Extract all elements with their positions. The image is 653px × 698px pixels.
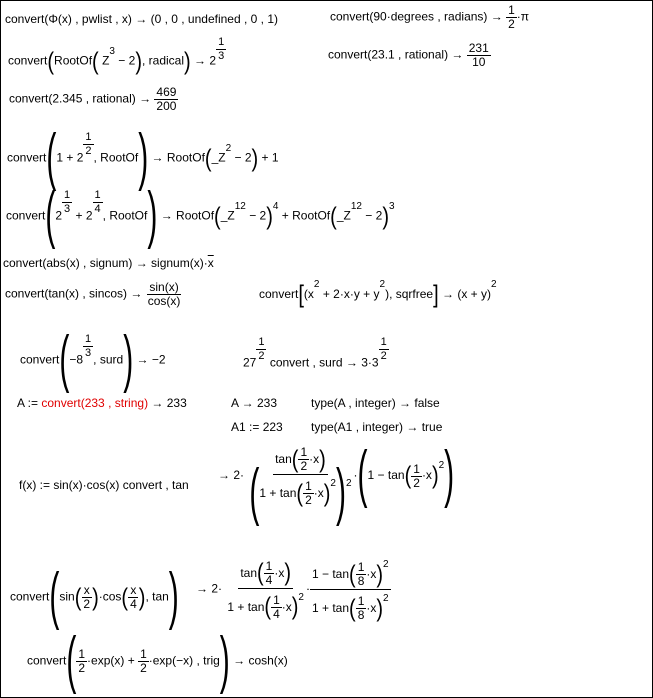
denominator [247,458,353,528]
fraction-exponent [93,189,103,216]
fraction-exponent [62,189,72,216]
fraction [303,480,314,507]
numerator: 1 [85,131,92,143]
denominator: 200 [156,99,177,113]
expr-eval-a [231,396,277,410]
paren: ( [257,559,264,588]
denominator: 2 [83,597,91,611]
expr-convert-rootof-2 [6,180,395,251]
denominator: 2 [413,475,420,490]
expr-text: _Z [220,208,235,223]
numerator: sin(x) [149,280,179,294]
paren: ( [349,595,356,623]
fraction-exponent [216,36,226,63]
paren: ( [204,144,212,173]
paren: ( [47,47,55,76]
denominator: 4 [265,572,273,587]
expr-text: → 2· [196,581,223,596]
expr-convert-rational-1 [328,42,491,69]
expr-text: + 2·x·y + y [319,287,380,302]
expr-text: _Z [211,150,226,165]
expr-text: , RootOf [102,208,148,223]
expr-text: type(A1 , integer) → true [311,420,443,434]
expr-text: → 2· [218,468,245,483]
fraction-large [310,556,391,623]
fraction [411,463,422,490]
fraction [138,648,149,675]
paren: ( [404,462,412,490]
exponent: 2 [491,279,497,291]
numerator: x [130,583,137,597]
expr-convert-sqrfree [259,279,497,309]
expr-text: ·x [309,452,320,466]
expr-text: ·x [366,601,377,615]
fraction [146,281,183,308]
expr-text: f(x) := sin(x)·cos(x) [19,478,120,492]
numerator: 1 [357,560,365,575]
expr-text: 1 + tan [259,486,297,500]
paren: ) [138,122,149,193]
expr-text: · [353,468,358,483]
expr-text: convert [7,150,47,165]
numerator: 1 [305,479,312,494]
fraction-large [247,444,353,528]
expr-text: convert , tan [122,478,189,492]
paren: ) [168,561,179,632]
numerator: 1 [357,594,365,609]
expr-text: → (x + y) [442,287,492,302]
paren: ( [264,593,272,622]
expr-text: (x [303,287,314,302]
expr-text: ·x [313,486,324,500]
expr-text: + 1 [261,150,279,165]
exponent: 2 [313,279,320,291]
numerator: 1 [218,36,225,48]
expr-text: ·x [421,468,432,483]
numerator: 1 [64,189,71,201]
expr-text: convert(tan(x) , sincos) → [5,286,143,301]
paren: ) [376,561,384,589]
expr-text: ·x [281,599,292,614]
expr-text: A := [17,396,42,410]
numerator: 1 [94,189,101,201]
expr-text: + RootOf [278,208,331,223]
fraction [76,648,87,675]
paren: ( [214,202,221,231]
expr-text: − 2 [231,150,252,165]
fraction-large [225,558,306,622]
bracket: [ [298,281,304,309]
denominator: 3 [85,347,92,359]
expr-text: A → 233 [231,396,278,410]
denominator: 4 [130,597,137,611]
paren: ( [249,458,260,528]
expr-text: → −2 [136,352,166,367]
fraction-exponent [83,131,93,158]
exponent: 12 [234,200,246,212]
expr-text: convert [27,653,67,668]
expr-text: → RootOf [160,208,215,223]
expr-text: + 2 [72,208,93,223]
expr-convert-radical [8,36,226,76]
expr-text: → 2 [194,53,217,68]
fraction [506,4,517,31]
expr-text: 2 [55,208,63,223]
paren: ( [59,324,70,395]
paren: ( [121,583,129,612]
paren: ) [291,593,299,622]
numerator: 1 [265,558,273,573]
paren: ( [330,202,337,231]
expr-text-red: convert(233 , string) [41,396,149,410]
denominator: 2 [380,350,387,362]
numerator: 1 [508,3,515,17]
paren: ) [135,47,142,76]
expr-type-a [311,396,440,410]
expr-convert-rootof-1 [7,122,279,193]
expr-text: → 233 [148,396,187,410]
denominator: 3 [218,50,225,62]
expr-text: → 3·3 [345,355,379,370]
fraction [154,86,178,113]
expr-text: _Z [336,208,351,223]
expr-text: convert(2.345 , rational) → [9,91,152,106]
expr-text: sin [59,589,75,604]
fraction [264,560,275,587]
expr-text: convert(Φ(x) , pwlist , x) → (0 , 0 , undefined , 0 , 1) [5,12,278,26]
expr-text: , surd [93,352,124,367]
expr-text: − 2 [114,53,136,68]
expr-assign-a1 [231,420,283,434]
expr-text: ·x [366,567,377,581]
expr-convert-tan-2-result [196,556,391,623]
expr-text: 27 [243,355,257,370]
exponent: 2 [298,591,304,603]
denominator [225,589,306,622]
expr-convert-rational-2 [9,86,178,113]
expr-text: convert(abs(x) , signum) → signum(x)· [3,256,208,270]
expr-text: convert(23.1 , rational) → [328,47,464,62]
paren: ) [251,144,259,173]
paren: ) [266,202,273,231]
paren: ) [219,625,230,696]
numerator: 1 [413,461,420,476]
exponent: 12 [350,200,362,212]
paren: ( [46,122,57,193]
expr-text: convert [6,208,46,223]
denominator: 4 [273,606,280,621]
paren: ( [66,625,77,696]
numerator [310,556,391,590]
exponent: 4 [272,200,279,212]
denominator: cos(x) [147,294,181,308]
denominator: 8 [357,574,365,589]
expr-text: · [305,581,310,596]
numerator [238,558,293,589]
paren: ( [349,561,356,589]
exponent: 2 [225,142,232,154]
exponent: 2 [383,593,389,604]
exponent: 2 [379,279,386,291]
fraction [298,446,309,473]
paren: ( [357,440,368,510]
denominator: 2 [300,459,308,474]
expr-text: → cosh(x) [233,653,288,668]
exponent: 3 [389,200,395,212]
bracket: ] [433,281,439,309]
expr-text: type(A , integer) → false [311,396,440,410]
paren: ) [284,559,292,588]
denominator: 2 [78,661,86,675]
expr-convert-surd-1 [20,324,166,395]
expr-text: tan [240,565,257,580]
expr-f-convert-tan [19,478,189,492]
paren: ) [147,180,158,251]
numerator: 1 [380,336,387,348]
expr-text: ), sqrfree [385,287,434,302]
fraction-exponent [256,336,266,363]
expr-convert-surd-2 [243,336,389,377]
paren: ) [92,583,99,612]
paren: ) [444,440,455,510]
numerator: 1 [258,336,265,348]
expr-text: A1 := 223 [231,420,283,434]
expr-text: ·x [274,565,285,580]
expr-text: convert [8,53,48,68]
numerator: 1 [78,647,86,661]
expr-text: ·cos [98,589,122,604]
paren: ) [323,480,331,508]
denominator: 2 [258,350,265,362]
expr-convert-trig [27,625,288,696]
expr-text: 1 + 2 [56,150,84,165]
expr-convert-tan-2 [10,561,179,632]
denominator: 2 [140,661,147,675]
expr-text: ·π [516,9,530,24]
paren: ) [123,324,134,395]
fraction [467,42,491,69]
paren: ) [184,47,191,76]
numerator: 231 [468,41,489,55]
expr-text: convert [259,287,299,302]
paren: ( [45,180,56,251]
numerator: 1 [273,592,280,607]
expr-text: → RootOf [151,150,205,165]
expr-text: RootOf [54,53,93,68]
expr-text: 1 − tan [311,567,350,581]
expr-text: −8 [69,352,84,367]
fraction [81,584,92,611]
fraction-exponent [379,336,389,363]
expr-text: 1 − tan [367,468,405,483]
numerator: 1 [140,647,147,661]
expr-text: ·exp(−x) , trig [148,653,220,668]
expr-text: convert(90·degrees , radians) → [330,9,503,24]
expr-assign-a [17,396,187,410]
expr-text: 1 + tan [311,601,350,615]
expr-convert-pwlist [5,12,278,26]
denominator: 2 [305,493,312,508]
expr-text: , RootOf [93,150,139,165]
paren: ( [74,583,82,612]
exponent: 2 [345,478,352,489]
exponent: 2 [383,559,389,570]
numerator: x [83,583,90,597]
denominator: 4 [94,203,101,215]
expr-text: 1 + tan [227,599,265,614]
numerator: 1 [85,333,92,345]
paren: ( [291,446,299,474]
exponent: 2 [438,460,445,472]
exponent: 2 [330,478,336,489]
expr-text: Z [102,53,110,68]
expr-convert-radians [330,4,529,31]
fraction-exponent [83,333,93,360]
paren: ) [335,458,346,528]
numerator: 469 [156,85,177,99]
paren: ) [376,595,384,623]
denominator: 2 [508,17,515,31]
expr-text: ·exp(x) + [87,653,135,668]
expr-type-a1 [311,420,442,434]
numerator [273,444,328,475]
paren: ( [296,480,304,508]
denominator: 8 [357,608,365,623]
expr-text: convert , surd [269,355,343,370]
denominator: 2 [85,145,92,157]
expr-convert-signum [3,256,214,270]
expr-text: − 2 [361,208,383,223]
expr-text: , radical [142,53,185,68]
denominator [310,590,391,623]
denominator: 10 [472,55,486,69]
expr-text: − 2 [245,208,267,223]
expr-f-result [218,440,455,528]
paren: ) [382,202,389,231]
paren: ) [431,462,439,490]
expr-text: , tan [145,589,169,604]
expr-text: convert [10,589,50,604]
paren: ) [319,446,326,474]
fraction [128,584,139,611]
expr-text: tan [275,452,292,466]
fraction [356,595,367,622]
paren: ) [138,583,146,612]
expr-text: convert [20,352,60,367]
paren: ( [49,561,60,632]
numerator: 1 [300,445,308,460]
fraction [356,561,367,588]
exponent: 3 [109,45,115,57]
expr-convert-sincos [5,281,182,308]
fraction [271,594,282,621]
paren: ( [92,47,99,76]
denominator: 3 [64,203,71,215]
conjugate-x: $\overline{x}$ [207,256,214,270]
